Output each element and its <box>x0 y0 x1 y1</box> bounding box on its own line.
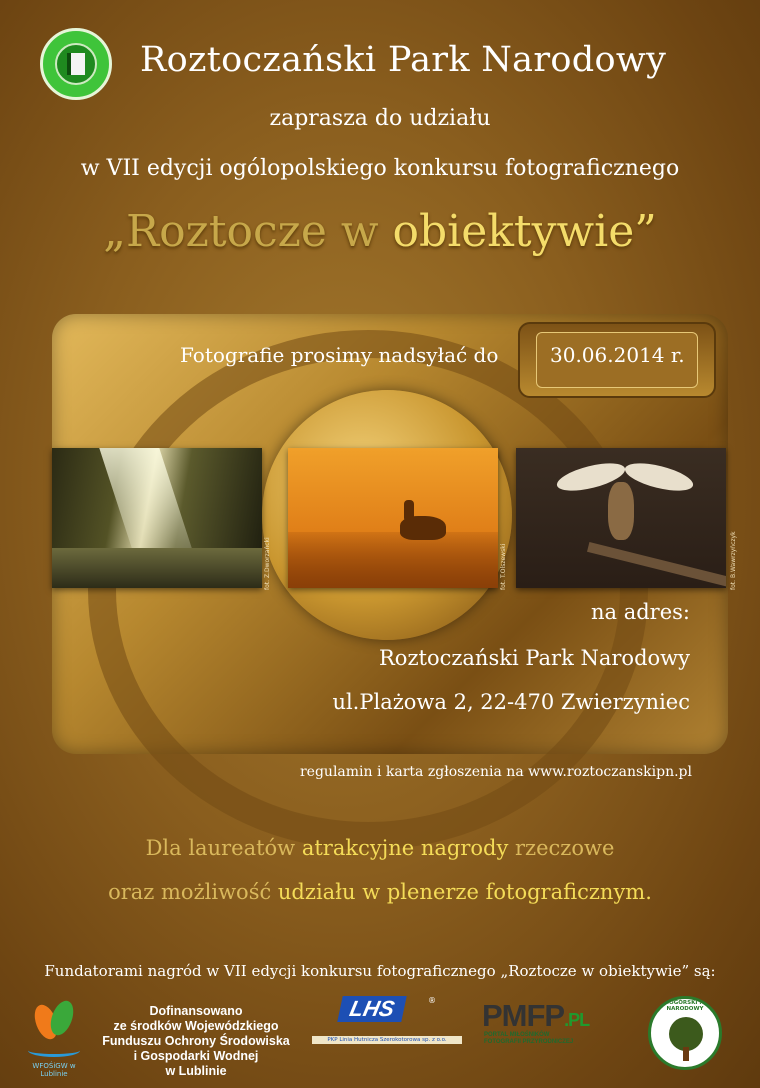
photo-credit-2: fot. T.Olszewski <box>500 543 507 590</box>
lhs-logo-tm: ® <box>428 996 436 1005</box>
address-name: Roztoczański Park Narodowy <box>378 646 690 670</box>
prize-2a: oraz możliwość <box>108 880 278 904</box>
lhs-logo <box>312 996 462 1056</box>
funding-note-l3: Funduszu Ochrony Środowiska <box>102 1034 290 1048</box>
invite-text: zaprasza do udziału <box>269 106 491 131</box>
deer-photo <box>288 448 498 588</box>
contest-name-part2: obiektywie” <box>392 206 657 257</box>
pmfp-logo <box>482 998 632 1050</box>
prize-1c: nagrody <box>414 836 515 860</box>
park-emblem-icon <box>40 28 112 100</box>
buzzard-photo <box>516 448 726 588</box>
prize-line-1 <box>0 836 760 860</box>
forest-stream-photo <box>52 448 262 588</box>
page-title: Roztoczański Park Narodowy <box>140 40 667 80</box>
address-label: na adres: <box>590 600 690 624</box>
pmfp-logo-tld: .PL <box>564 1010 590 1030</box>
pmfp-logo-sub1: PORTAL MIŁOŚNIKÓW <box>484 1032 550 1038</box>
bpn-ring-text: BABIOGÓRSKI PARK NARODOWY <box>654 1000 716 1012</box>
address-street: ul.Plażowa 2, 22-470 Zwierzyniec <box>332 690 690 714</box>
funders-intro: Fundatorami nagród w VII edycji konkursu fotograficznego „Roztocze w obiektywie” są: <box>44 962 716 980</box>
wfos-caption: WFOŚiGW w Lublinie <box>32 1062 76 1078</box>
photo-credit-1: fot. Z.Dworzańcki <box>264 537 271 590</box>
prize-2b: udziału <box>277 880 356 904</box>
prize-line-2 <box>0 880 760 904</box>
edition-text: w VII edycji ogólopolskiego konkursu fotograficznego <box>80 156 680 181</box>
prize-1b: atrakcyjne <box>301 836 415 860</box>
babia-gora-park-logo-icon <box>648 996 722 1070</box>
lhs-logo-word: LHS <box>337 996 407 1022</box>
rules-text: regulamin i karta zgłoszenia na www.roztoczanskipn.pl <box>299 764 692 780</box>
pmfp-logo-sub2: FOTOGRAFII PRZYRODNICZEJ <box>484 1039 574 1045</box>
deadline-label: Fotografie prosimy nadsyłać do <box>180 343 499 367</box>
prize-2d: plenerze fotograficznym. <box>386 880 652 904</box>
lhs-logo-subtitle: PKP Linia Hutnicza Szerokotorowa sp. z o.o. <box>312 1036 462 1044</box>
contest-name-part1: „Roztocze w <box>103 206 393 257</box>
funding-note-l5: w Lublinie <box>165 1064 227 1078</box>
photo-credit-3: fot. B.Wawrzyńczyk <box>730 531 737 590</box>
prize-2c: w <box>355 880 387 904</box>
prize-1d: rzeczowe <box>515 836 615 860</box>
funding-note <box>96 1004 296 1079</box>
wfos-logo-icon <box>22 994 86 1078</box>
funding-note-l1: Dofinansowano <box>149 1004 243 1018</box>
deadline-date: 30.06.2014 r. <box>550 343 685 367</box>
funding-note-l4: i Gospodarki Wodnej <box>133 1049 259 1063</box>
prize-1a: Dla laureatów <box>145 836 302 860</box>
pmfp-logo-main: PMFP <box>482 998 565 1033</box>
funding-note-l2: ze środków Wojewódzkiego <box>113 1019 279 1033</box>
contest-name <box>0 206 760 257</box>
